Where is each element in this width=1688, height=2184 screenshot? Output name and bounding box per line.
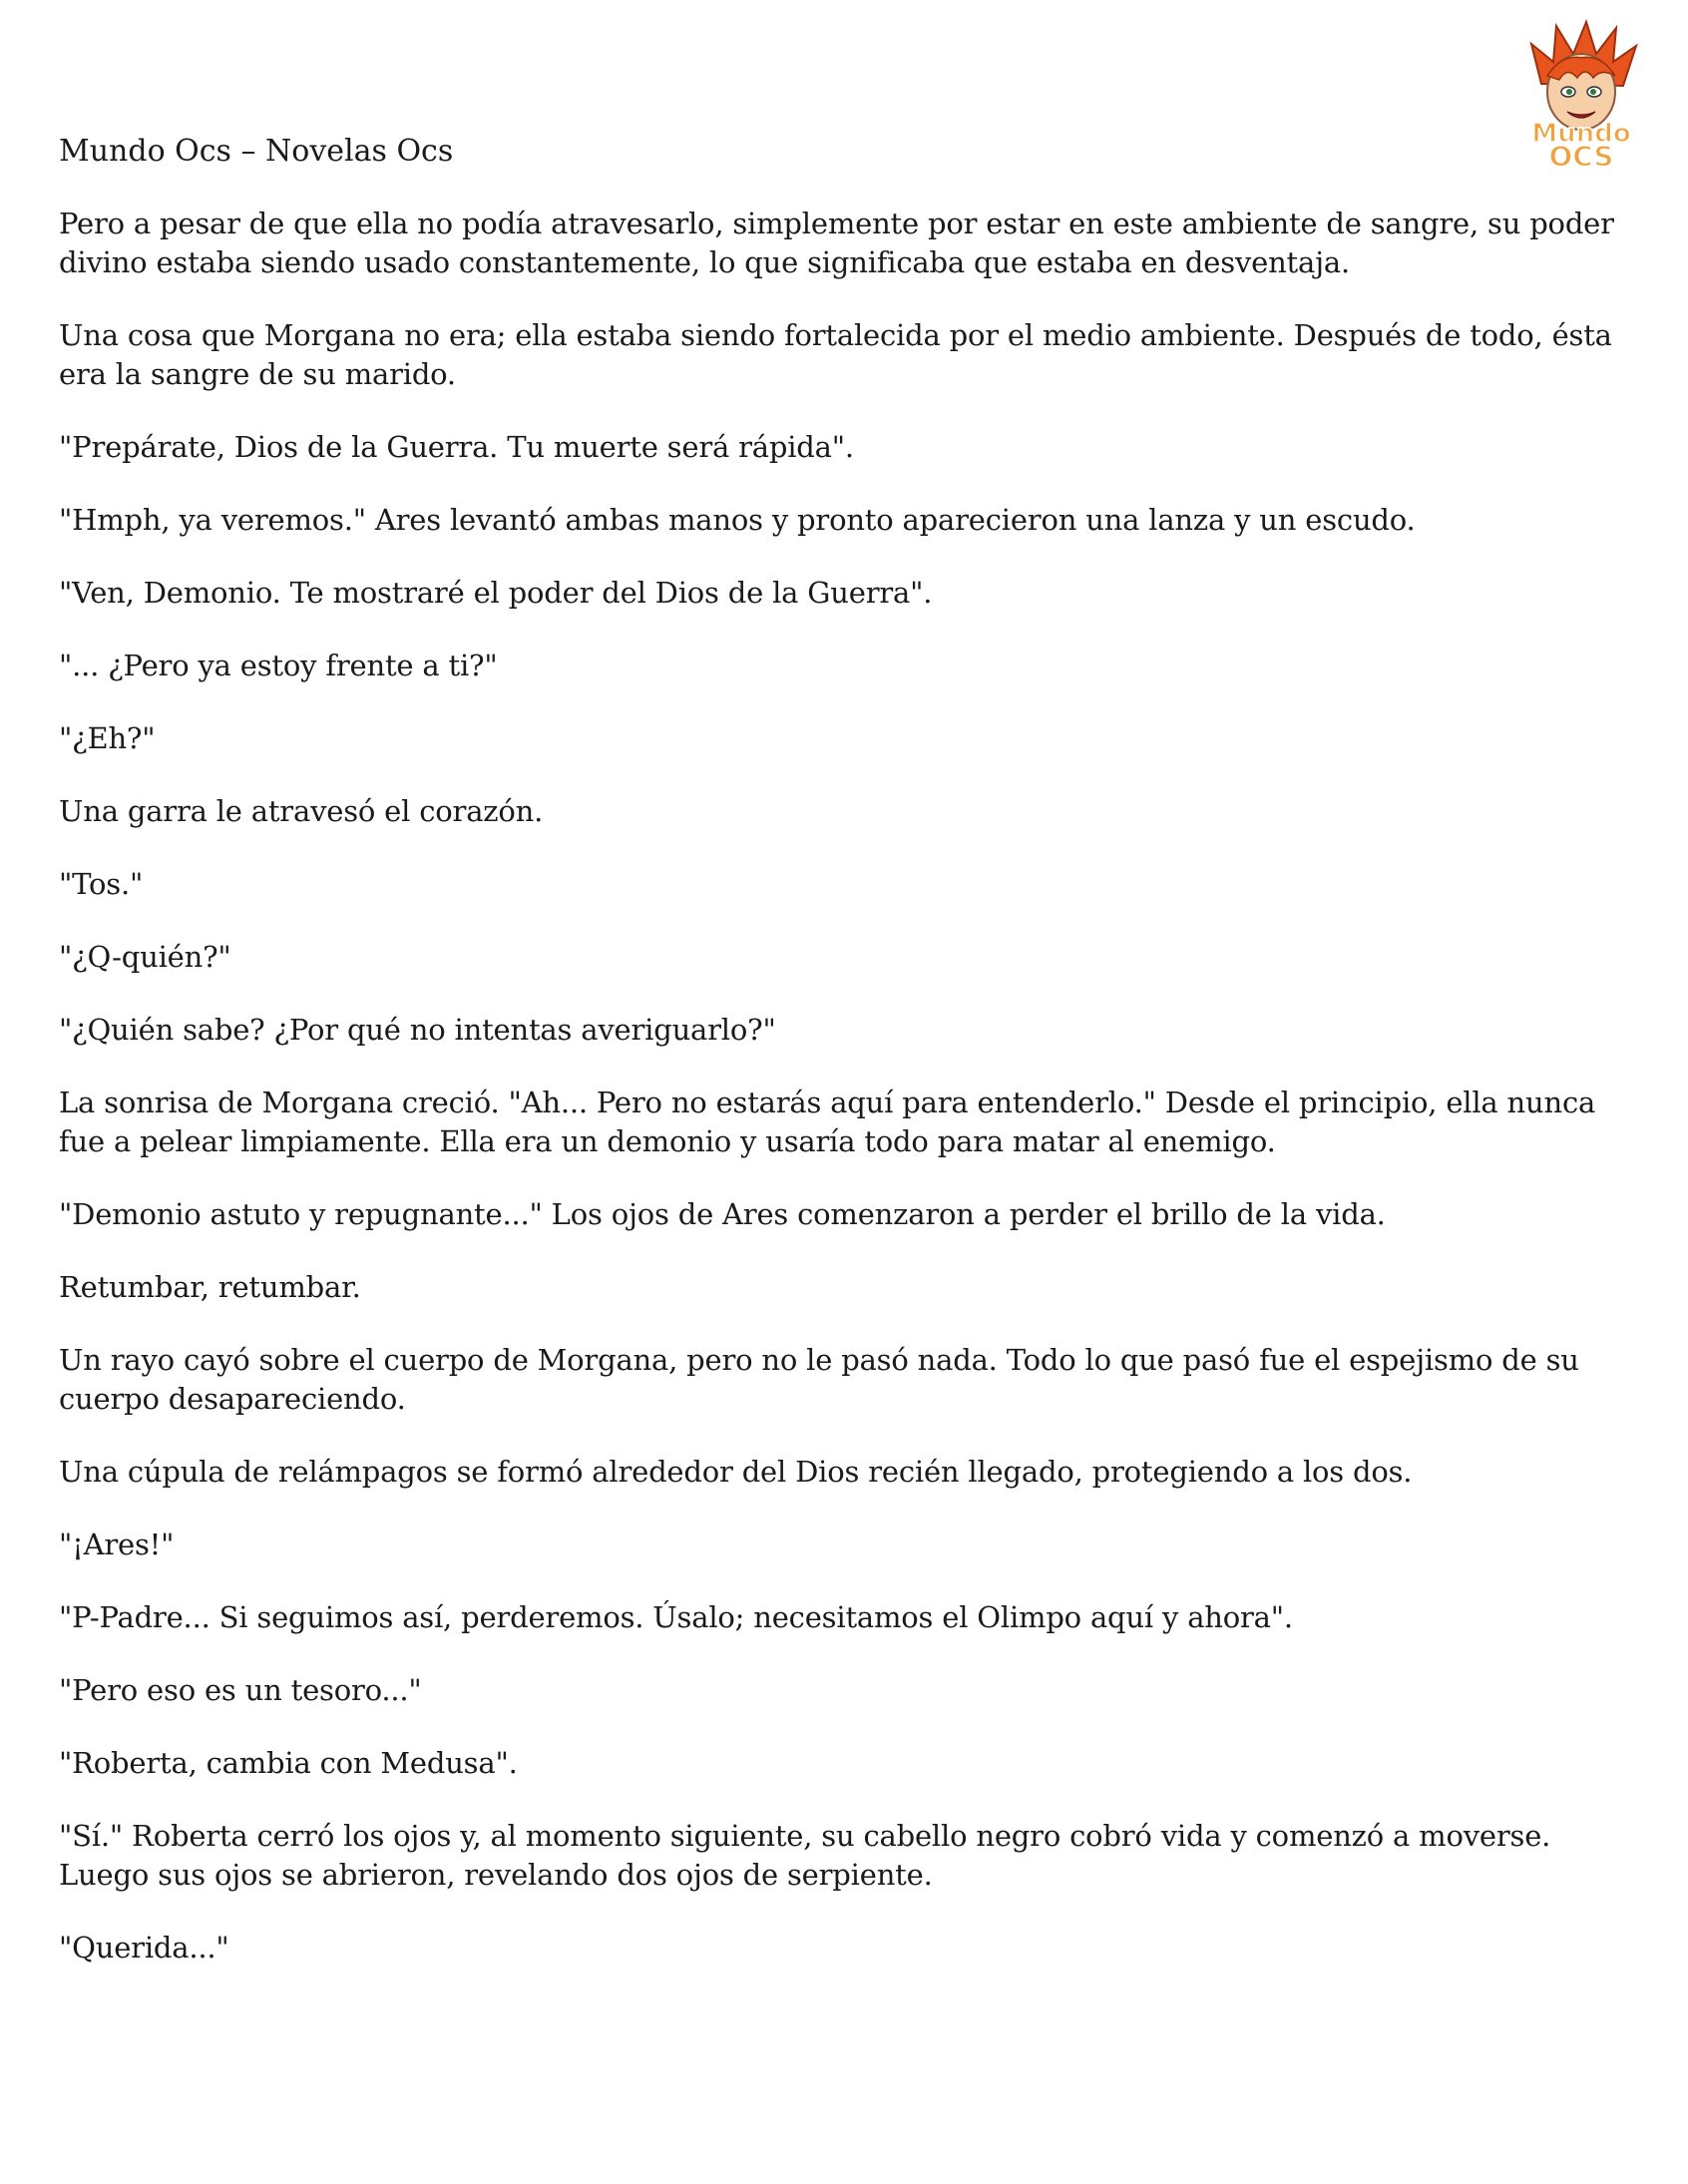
paragraph: Pero a pesar de que ella no podía atravesarlo, simplemente por estar en este ambiente de sangre, su poder divino estaba siendo usado constantemente, lo que significaba que estaba en desventaja. [59,207,1614,279]
paragraph: "¡Ares!" [59,1528,175,1561]
paragraph: "P-Padre... Si seguimos así, perderemos. Úsalo; necesitamos el Olimpo aquí y ahora". [59,1600,1293,1634]
paragraph: Una cúpula de relámpagos se formó alrededor del Dios recién llegado, protegiendo a los dos. [59,1455,1413,1489]
paragraph: "Ven, Demonio. Te mostraré el poder del Dios de la Guerra". [59,576,933,610]
paragraph: "Roberta, cambia con Medusa". [59,1746,518,1780]
paragraph: "Querida..." [59,1931,229,1965]
paragraph: "Pero eso es un tesoro..." [59,1673,422,1707]
paragraph: Retumbar, retumbar. [59,1270,361,1304]
paragraph: "... ¿Pero ya estoy frente a ti?" [59,649,498,682]
logo-text-top: Mundo [1531,119,1631,149]
paragraph: "¿Eh?" [59,721,156,755]
paragraph: Una garra le atravesó el corazón. [59,794,544,828]
paragraph: "Sí." Roberta cerró los ojos y, al momento siguiente, su cabello negro cobró vida y comenzó a moverse. Luego sus ojos se abrieron, revelando dos ojos de serpiente. [59,1819,1551,1892]
logo-text-bottom: OCS [1548,140,1614,173]
paragraph: "¿Q-quién?" [59,940,231,974]
paragraph: "Hmph, ya veremos." Ares levantó ambas manos y pronto aparecieron una lanza y un escudo. [59,503,1416,537]
paragraph: La sonrisa de Morgana creció. "Ah... Pero no estarás aquí para entenderlo." Desde el principio, ella nunca fue a pelear limpiamente. Ella era un demonio y usaría todo para matar al enemigo. [59,1086,1596,1158]
paragraph: "Demonio astuto y repugnante..." Los ojos de Ares comenzaron a perder el brillo de la vida. [59,1197,1386,1231]
paragraph: Un rayo cayó sobre el cuerpo de Morgana, pero no le pasó nada. Todo lo que pasó fue el espejismo de su cuerpo desapareciendo. [59,1343,1579,1416]
paragraph: "Prepárate, Dios de la Guerra. Tu muerte será rápida". [59,430,854,464]
paragraph: "¿Quién sabe? ¿Por qué no intentas averiguarlo?" [59,1013,776,1047]
paragraph: Una cosa que Morgana no era; ella estaba siendo fortalecida por el medio ambiente. Después de todo, ésta era la sangre de su marido. [59,318,1612,391]
mundo-ocs-logo [1501,14,1661,174]
page-header-title: Mundo Ocs – Novelas Ocs [59,134,454,169]
paragraph: "Tos." [59,867,144,901]
document-body [59,205,1645,2001]
